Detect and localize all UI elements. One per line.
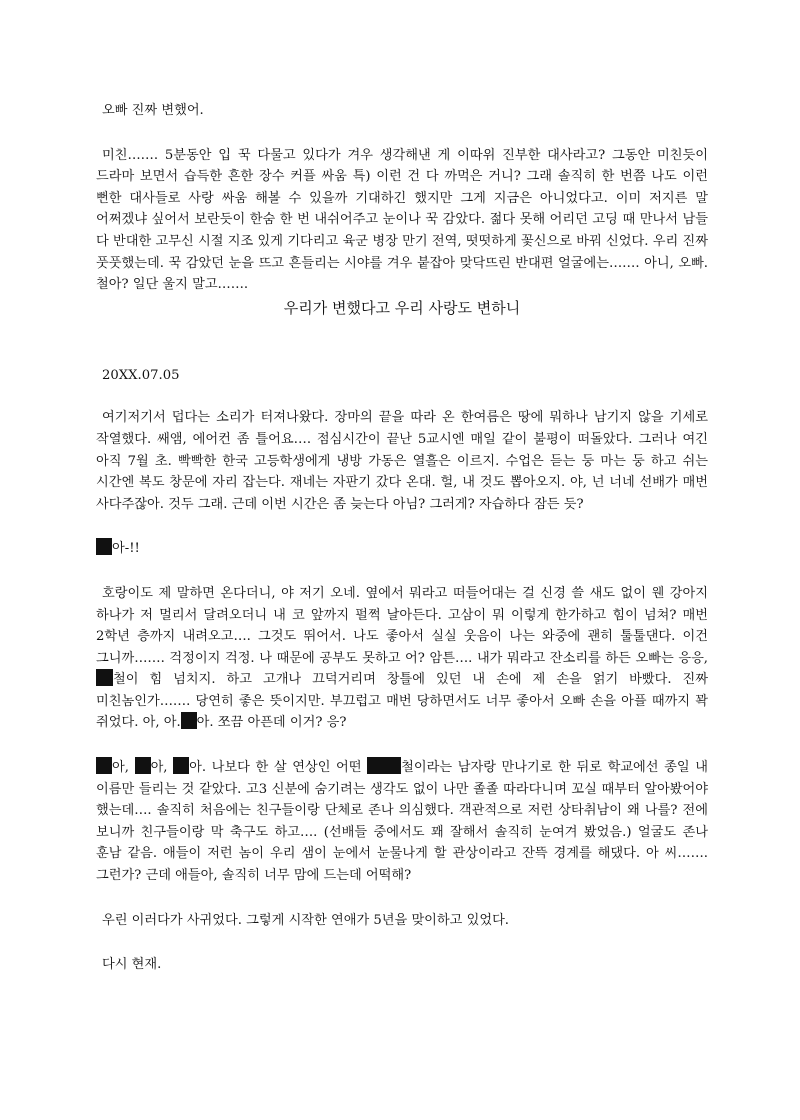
paragraph-summer: 여기저기서 덥다는 소리가 터져나왔다. 장마의 끝을 따라 온 한여름은 땅에 뭐하나 남기지 않을 기세로 작열했다. 쌔앰, 에어컨 좀 틀어요…. 점심시간이 끝난 5교시엔 매일 같이 불평이 떠돌았다. 그러나 여긴 아직 7월 초. 빡빡한 한국 고등학생에게 냉방 가동은 열흘은 이르지. 수업은 듣는 둥 마는 둥 하고 쉬는 시간엔 복도 창문에 자리 잡는다. 재네는 자판기 갔다 온대. 헐, 내 것도 뽑아오지. 야, 넌 너네 선배가 매번 사다주잖아. 것두 그래. 근데 이번 시간은 좀 늦는다 아님? 그러게? 자습하다 잠든 듯?	[96, 410, 708, 512]
redacted-name-block	[367, 757, 401, 774]
paragraph-name-text-a: 아,	[112, 760, 129, 776]
paragraph-reaction: 미친……. 5분동안 입 꾹 다물고 있다가 겨우 생각해낸 게 이따위 진부한 대사라고? 그동안 미친듯이 드라마 보면서 습득한 흔한 장수 커플 싸움 특) 이런 건 다 까먹은 거니? 그래 솔직히 한 번쯤 나도 이런 뻔한 대사들로 사랑 싸움 해볼 수 있을까 기대하긴 했지만 그게 지금은 아니었다고. 이미 저지른 말 어쩌겠냐 싶어서 보란듯이 한숨 한 번 내쉬어주고 눈이나 꾹 감았다. 젊다 못해 어리던 고딩 때 만나서 남들 다 반대한 고무신 시절 지조 있게 기다리고 육군 병장 만기 전역, 떳떳하게 꽃신으로 바꿔 신었다. 우리 진짜 풋풋했는데. 꾹 감았던 눈을 뜨고 흔들리는 시야를 겨우 붙잡아 맞닥뜨린 반대편 얼굴에는……. 아니, 오빠. 철아? 일단 울지 말고…….	[96, 147, 708, 293]
document-body	[96, 100, 708, 976]
intro-line: 오빠 진짜 변했어.	[102, 103, 204, 118]
redacted-name-block	[96, 538, 112, 555]
redacted-name-block	[96, 669, 113, 686]
shout-line	[96, 538, 708, 560]
shout-text: 아-!!	[112, 541, 140, 557]
redacted-name-block	[135, 757, 151, 774]
redacted-name-block	[173, 757, 189, 774]
paragraph-tiger-text-2: 철이 힘 넘치지. 하고 고개나 끄덕거리며 창틀에 있던 내 손에 제 손을 얽기 바빴다. 진짜 미친놈인가……. 당연히 좋은 뜻이지만. 부끄럽고 매번 당하면서도 너무 좋아서 오빠 손을 아플 때까지 꽉 쥐었다. 아, 아.	[96, 672, 708, 731]
chapter-title: 우리가 변했다고 우리 사랑도 변하니	[283, 298, 521, 317]
paragraph-present: 다시 현재.	[102, 957, 162, 973]
chapter-date: 20XX.07.05	[102, 367, 180, 383]
paragraph-tiger-text-1: 호랑이도 제 말하면 온다더니, 야 저기 오네. 옆에서 뭐라고 떠들어대는 걸 신경 쓸 새도 없이 웬 강아지 하나가 저 멀리서 달려오더니 내 코 앞까지 펄쩍 날아든다. 고삼이 뭐 이렇게 한가하고 힘이 넘쳐? 매번 2학년 층까지 내려오고…. 그것도 뛰어서. 나도 좋아서 실실 웃음이 나는 와중에 괜히 툴툴댄다. 이건 그니까……. 걱정이지 걱정. 나 때문에 공부도 못하고 어? 암튼…. 내가 뭐라고 잔소리를 하든 오빠는 응응,	[96, 585, 708, 666]
paragraph-name-text-rest: 철이라는 남자랑 만나기로 한 뒤로 학교에선 종일 내 이름만 들리는 것 같았다. 고3 신분에 숨기려는 생각도 없이 나만 졸졸 따라다니며 꼬실 때부터 알아봤어야 했는데…. 솔직히 처음에는 친구들이랑 단체로 존나 의심했다. 객관적으로 저런 상타취남이 왜 나를? 전에 보니까 친구들이랑 막 축구도 하고…. (선배들 중에서도 꽤 잘해서 솔직히 눈여겨 봤었음.) 얼굴도 존나 훈남 같음. 애들이 저런 놈이 우리 샘이 눈에서 눈물나게 할 관상이라고 잔뜩 경계를 해댔다. 아 씨……. 그런가? 근데 애들아, 솔직히 너무 맘에 드는데 어떡해?	[96, 760, 708, 884]
paragraph-tiger-text-3: 아. 쪼끔 아픈데 이거? 응?	[196, 715, 347, 731]
redacted-name-block	[96, 757, 112, 774]
paragraph-name-text-b: 아,	[150, 760, 168, 776]
paragraph-name	[96, 757, 708, 887]
paragraph-dating: 우린 이러다가 사귀었다. 그렇게 시작한 연애가 5년을 맞이하고 있었다.	[102, 912, 510, 928]
redacted-name-block	[181, 712, 197, 729]
paragraph-tiger	[96, 583, 708, 734]
paragraph-name-text-c: 아. 나보다 한 살 연상인 어떤	[189, 760, 362, 776]
